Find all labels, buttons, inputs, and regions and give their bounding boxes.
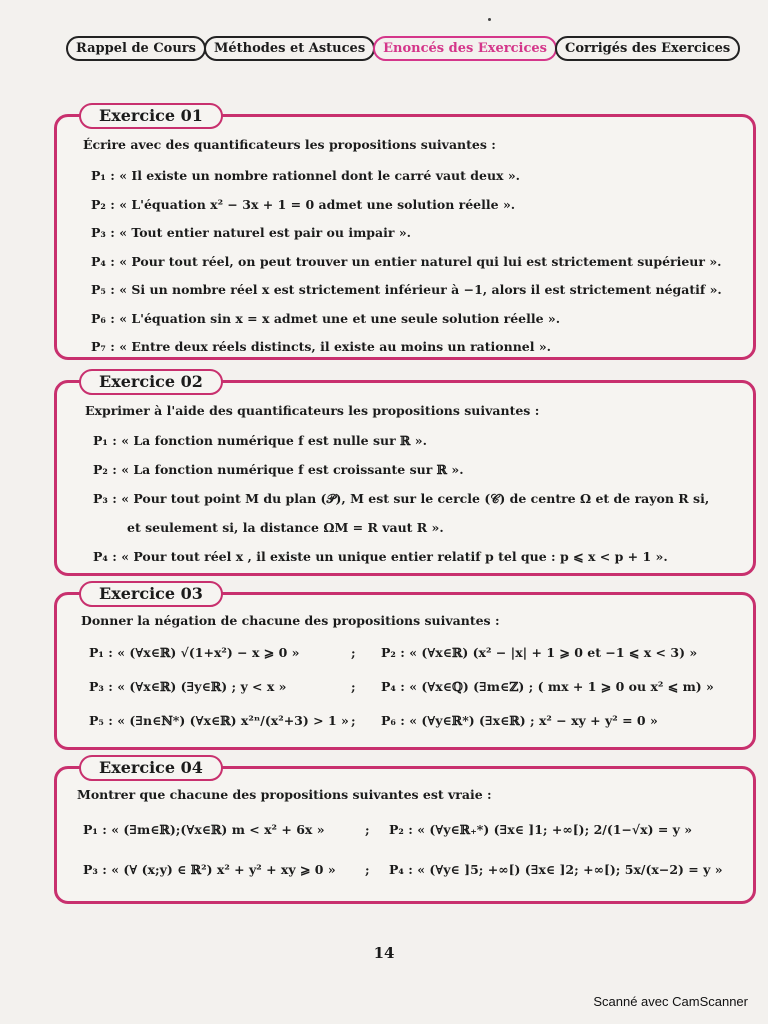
ex4-row-1 [83, 810, 739, 850]
ex2-p1: P₁ : « La fonction numérique f est nulle sur ℝ ». [93, 433, 427, 448]
ex3-p3: P₃ : « (∀x∈ℝ) (∃y∈ℝ) ; y < x » [89, 679, 287, 694]
exercise-04-title: Exercice 04 [79, 755, 223, 781]
ex3-row-3 [89, 704, 733, 738]
ex3-p1: P₁ : « (∀x∈ℝ) √(1+x²) − x ⩾ 0 » [89, 645, 300, 660]
ex1-p7: P₇ : « Entre deux réels distincts, il existe au moins un rationnel ». [91, 339, 552, 354]
ex2-p3-cont: et seulement si, la distance ΩM = R vaut R ». [127, 520, 444, 535]
exercise-01-box [54, 106, 756, 360]
separator: ; [351, 679, 356, 694]
ex4-p4: P₄ : « (∀y∈ ]5; +∞[) (∃x∈ ]2; +∞[); 5x/(x−2) = y » [389, 862, 723, 877]
ex1-p3: P₃ : « Tout entier naturel est pair ou impair ». [91, 225, 412, 240]
ex2-p3: P₃ : « Pour tout point M du plan (𝒫), M est sur le cercle (𝒞) de centre Ω et de rayon R si, [93, 491, 710, 506]
ex2-p2: P₂ : « La fonction numérique f est croissante sur ℝ ». [93, 462, 464, 477]
ex4-p3: P₃ : « (∀ (x;y) ∈ ℝ²) x² + y² + xy ⩾ 0 » [83, 862, 336, 877]
ex1-p5: P₅ : « Si un nombre réel x est strictement inférieur à −1, alors il est strictement négatif ». [91, 282, 722, 297]
exercise-02-box [54, 372, 756, 576]
page-number: 14 [373, 944, 395, 962]
exercise-02-title: Exercice 02 [79, 369, 223, 395]
tab-rappel[interactable]: Rappel de Cours [66, 36, 206, 61]
tab-corriges[interactable]: Corrigés des Exercices [555, 36, 740, 61]
separator: ; [351, 713, 356, 728]
exercise-04-box [54, 758, 756, 904]
tab-bar [66, 36, 746, 61]
exercise-01-title: Exercice 01 [79, 103, 223, 129]
separator: ; [365, 862, 370, 877]
ex1-p4: P₄ : « Pour tout réel, on peut trouver un entier naturel qui lui est strictement supérieur ». [91, 253, 722, 269]
speck [488, 18, 491, 21]
tab-enonces[interactable]: Enoncés des Exercices [373, 36, 557, 61]
exercise-02-intro: Exprimer à l'aide des quantificateurs les propositions suivantes : [85, 403, 540, 418]
ex2-p4: P₄ : « Pour tout réel x , il existe un unique entier relatif p tel que : p ⩽ x < p + 1 ». [93, 549, 668, 564]
ex3-p5: P₅ : « (∃n∈ℕ*) (∀x∈ℝ) x²ⁿ/(x²+3) > 1 » [89, 713, 349, 728]
ex3-row-1 [89, 636, 733, 670]
ex4-p1: P₁ : « (∃m∈ℝ);(∀x∈ℝ) m < x² + 6x » [83, 822, 325, 837]
exercise-03-intro: Donner la négation de chacune des propositions suivantes : [81, 613, 500, 628]
ex3-p4: P₄ : « (∀x∈ℚ) (∃m∈ℤ) ; ( mx + 1 ⩾ 0 ou x² ⩽ m) » [381, 679, 714, 694]
scanner-watermark: Scanné avec CamScanner [593, 994, 748, 1009]
ex1-p2: P₂ : « L'équation x² − 3x + 1 = 0 admet une solution réelle ». [91, 196, 516, 212]
ex1-p1: P₁ : « Il existe un nombre rationnel dont le carré vaut deux ». [91, 168, 521, 183]
ex3-p2: P₂ : « (∀x∈ℝ) (x² − |x| + 1 ⩾ 0 et −1 ⩽ x < 3) » [381, 645, 698, 660]
ex1-p6: P₆ : « L'équation sin x = x admet une et une seule solution réelle ». [91, 310, 561, 326]
ex4-p2: P₂ : « (∀y∈ℝ₊*) (∃x∈ ]1; +∞[); 2/(1−√x) = y » [389, 822, 693, 837]
ex4-row-2 [83, 850, 739, 890]
exercise-03-title: Exercice 03 [79, 581, 223, 607]
separator: ; [365, 822, 370, 837]
exercise-03-box [54, 584, 756, 750]
exercise-01-intro: Écrire avec des quantificateurs les propositions suivantes : [83, 137, 496, 152]
ex3-p6: P₆ : « (∀y∈ℝ*) (∃x∈ℝ) ; x² − xy + y² = 0 » [381, 713, 658, 728]
tab-methodes[interactable]: Méthodes et Astuces [204, 36, 375, 61]
separator: ; [351, 645, 356, 660]
exercise-04-intro: Montrer que chacune des propositions suivantes est vraie : [77, 787, 492, 802]
ex3-row-2 [89, 670, 733, 704]
